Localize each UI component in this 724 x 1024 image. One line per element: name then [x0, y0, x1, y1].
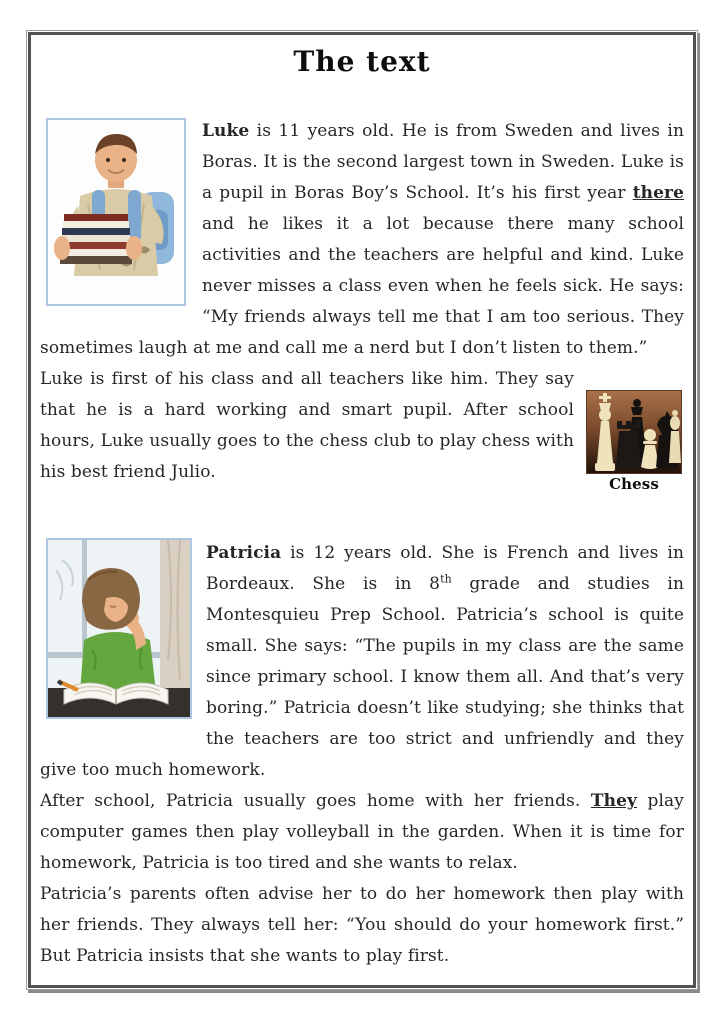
luke-passage — [40, 116, 684, 493]
luke-paragraph-2 — [40, 364, 684, 493]
girl-reading-illustration — [48, 540, 190, 717]
patricia-paragraph-2: After school, Patricia usually goes home with her friends. They play computer games then play volleyball in the garden. When it is time for homework, Patricia is too tired and she wants to relax. — [40, 791, 684, 873]
page-content-area — [28, 32, 696, 988]
chess-photo — [586, 390, 682, 474]
luke-paragraph-2-text: Luke is first of his class and all teachers like him. They say that he is a hard working and smart pupil. After school hours, Luke usually goes to the chess club to play chess with his best friend Julio. — [40, 369, 574, 482]
chess-pieces-illustration — [587, 391, 681, 473]
page-border-frame — [26, 30, 698, 990]
patricia-photo — [46, 538, 192, 719]
chess-figure — [586, 390, 682, 494]
patricia-paragraph-1: Patricia is 12 years old. She is French and lives in Bordeaux. She is in 8th grade and studies in Montesquieu Prep School. Patricia’s school is quite small. She says: “The pupils in my class are the same since primary school. I know them all. And that’s very boring.” Patricia doesn’t like studying; she thinks that the teachers are too strict and unfriendly and they give too much homework. — [40, 543, 684, 780]
patricia-paragraph-3: Patricia’s parents often advise her to do her homework then play with her friends. They always tell her: “You should do your homework first.” But Patricia insists that she wants to play first. — [40, 884, 684, 966]
boy-with-books-illustration — [48, 120, 184, 304]
luke-paragraph-1: Luke is 11 years old. He is from Sweden and lives in Boras. It is the second largest town in Sweden. Luke is a pupil in Boras Boy’s School. It’s his first year there and he likes it a lot because there many school activities and the teachers are helpful and kind. Luke never misses a class even when he feels sick. He says: “My friends always tell me that I am too serious. They sometimes laugh at me and call me a nerd but I don’t listen to them.” — [40, 121, 684, 358]
luke-photo — [46, 118, 186, 306]
patricia-passage — [40, 538, 684, 972]
chess-caption: Chess — [609, 475, 659, 493]
page-title: The text — [293, 45, 431, 78]
